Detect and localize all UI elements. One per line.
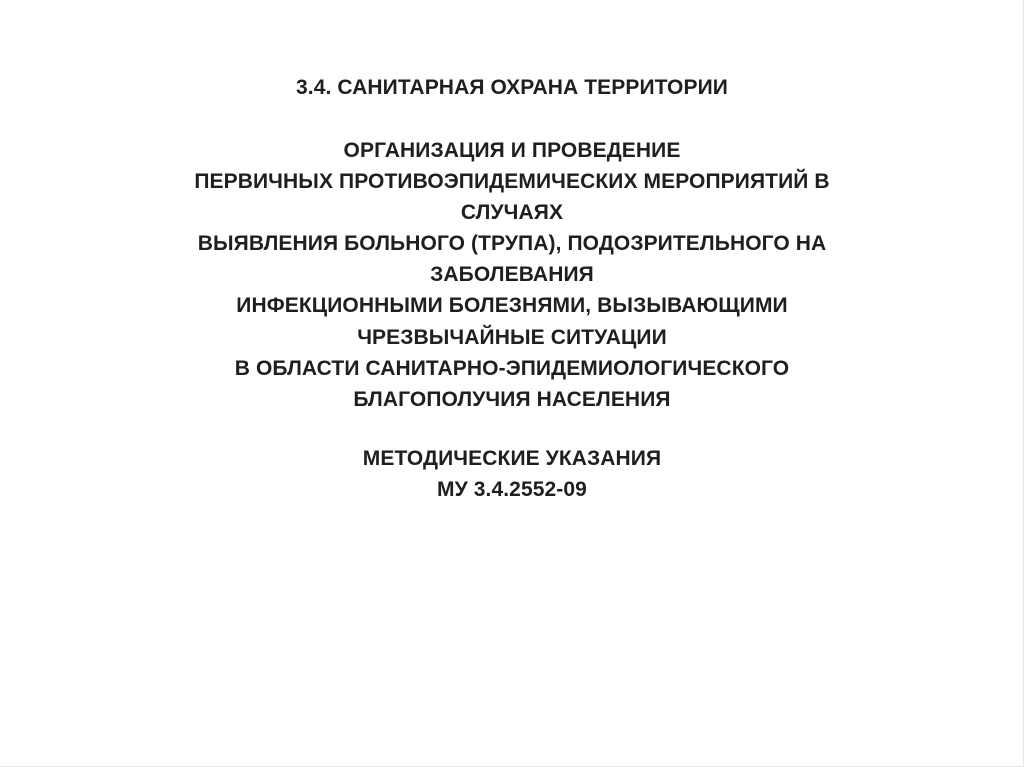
title-line: ИНФЕКЦИОННЫМИ БОЛЕЗНЯМИ, ВЫЗЫВАЮЩИМИ [236, 294, 788, 318]
document-type: МЕТОДИЧЕСКИЕ УКАЗАНИЯ [362, 447, 662, 470]
document-identity [0, 443, 1024, 505]
title-line: ЗАБОЛЕВАНИЯ [430, 263, 594, 287]
title-line: СЛУЧАЯХ [460, 201, 564, 225]
document-code: МУ 3.4.2552-09 [437, 478, 587, 501]
title-line: ПЕРВИЧНЫХ ПРОТИВОЭПИДЕМИЧЕСКИХ МЕРОПРИЯТИЙ В [194, 170, 830, 194]
section-heading: 3.4. САНИТАРНАЯ ОХРАНА ТЕРРИТОРИИ [296, 76, 728, 99]
document-title [0, 135, 1024, 415]
title-line: ОРГАНИЗАЦИЯ И ПРОВЕДЕНИЕ [343, 139, 681, 162]
title-line: ВЫЯВЛЕНИЯ БОЛЬНОГО (ТРУПА), ПОДОЗРИТЕЛЬНОГО НА [197, 232, 827, 256]
title-line: БЛАГОПОЛУЧИЯ НАСЕЛЕНИЯ [353, 387, 671, 411]
title-line: В ОБЛАСТИ САНИТАРНО-ЭПИДЕМИОЛОГИЧЕСКОГО [234, 356, 790, 380]
title-line: ЧРЕЗВЫЧАЙНЫЕ СИТУАЦИИ [357, 325, 667, 349]
